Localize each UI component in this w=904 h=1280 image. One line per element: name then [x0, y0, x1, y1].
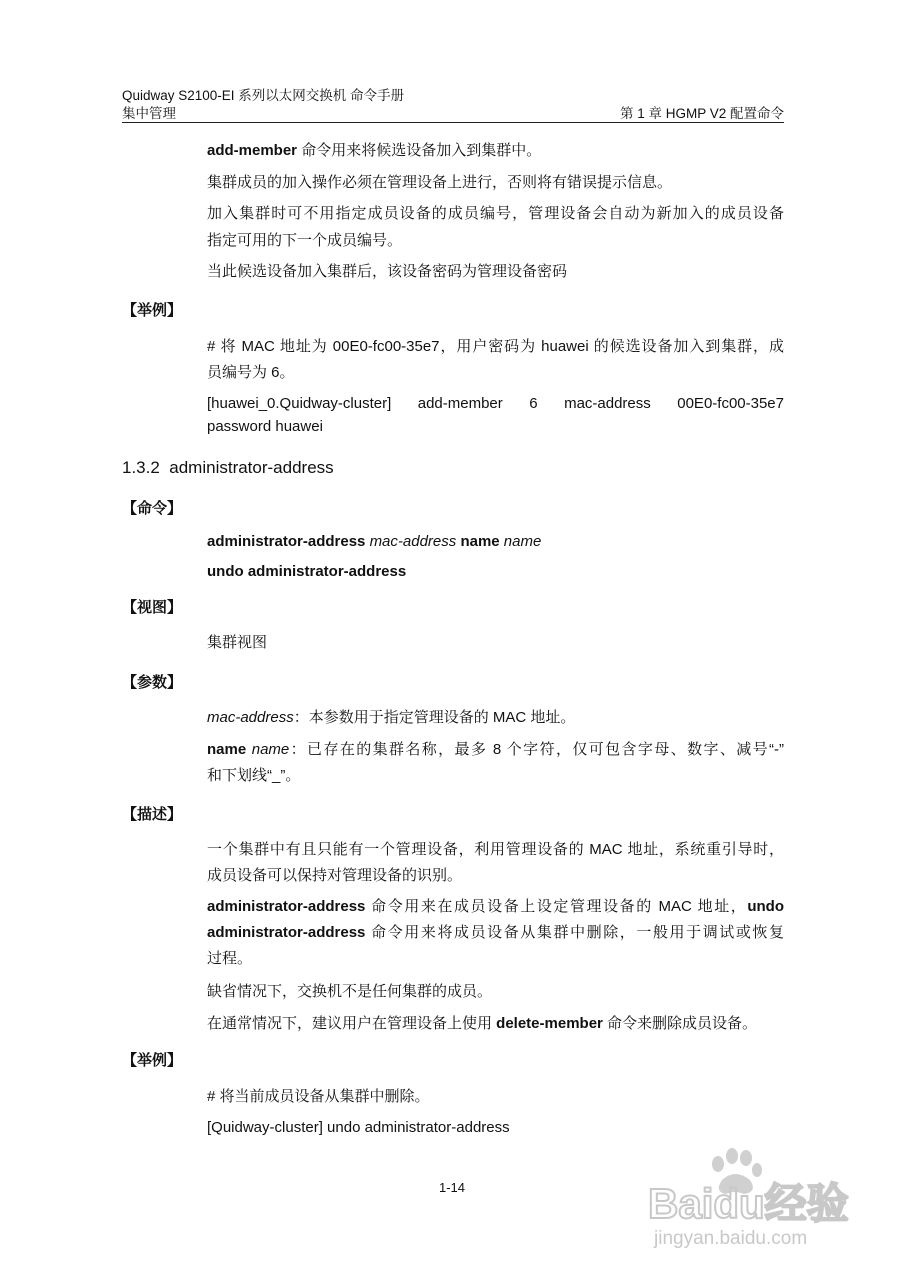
- desc-2a: [207, 894, 784, 919]
- desc-4: [207, 1011, 784, 1036]
- cmd-arg-mac: mac-address: [369, 533, 457, 550]
- header-section-left: 集中管理: [122, 106, 176, 121]
- param-name-text-a: ：已存在的集群名称，最多 8 个字符，仅可包含字母、数字、减号“-”: [289, 741, 784, 758]
- param-name-b: 和下划线“_”。: [207, 767, 301, 784]
- example2-desc: # 将当前成员设备从集群中删除。: [207, 1088, 430, 1105]
- desc-2c: 过程。: [207, 950, 253, 967]
- cmd-keyword: administrator-address: [207, 533, 366, 550]
- page-number: 1-14: [438, 1180, 466, 1195]
- command-syntax-1: [207, 529, 784, 554]
- param-mac-text: ：本参数用于指定管理设备的 MAC 地址。: [293, 709, 576, 726]
- command-tag: 【命令】: [122, 500, 183, 517]
- intro-paragraph-3b: 指定可用的下一个成员编号。: [207, 232, 403, 249]
- param-name-a: [207, 737, 784, 762]
- desc-cmd-undo: undo: [747, 898, 784, 915]
- description-tag: 【描述】: [122, 806, 183, 823]
- param-name-arg: name: [251, 741, 290, 758]
- section-number: 1.3.2: [122, 458, 160, 477]
- header-rule: [122, 122, 784, 123]
- intro-paragraph-3a: 加入集群时可不用指定成员设备的成员编号，管理设备会自动为新加入的成员设备: [207, 205, 784, 222]
- example-tag-1: 【举例】: [122, 302, 183, 319]
- desc-text-2: 命令用来将成员设备从集群中删除，一般用于调试或恢复: [365, 924, 784, 941]
- intro-paragraph-2: 集群成员的加入操作必须在管理设备上进行，否则将有错误提示信息。: [207, 174, 673, 191]
- param-mac-name: mac-address: [207, 709, 294, 726]
- example1-desc-a: # 将 MAC 地址为 00E0-fc00-35e7，用户密码为 huawei 的候选设备加入到集群，成: [207, 338, 784, 355]
- example1-cmd-b: password huawei: [207, 418, 323, 435]
- desc-text-1: 命令用来在成员设备上设定管理设备的 MAC 地址，: [365, 898, 748, 915]
- desc-2b: [207, 920, 784, 945]
- intro-paragraph-4: 当此候选设备加入集群后，该设备密码为管理设备密码: [207, 263, 568, 280]
- header-title: Quidway S2100-EI 系列以太网交换机 命令手册: [122, 88, 405, 103]
- param-name-kw: name: [207, 741, 247, 758]
- cmd-keyword-name: name: [460, 533, 500, 550]
- desc-cmd-1: administrator-address: [207, 898, 366, 915]
- header-section-right: 第 1 章 HGMP V2 配置命令: [619, 106, 784, 121]
- desc-4-pre: 在通常情况下，建议用户在管理设备上使用: [207, 1015, 497, 1032]
- example-tag-2: 【举例】: [122, 1052, 183, 1069]
- intro-p1-text: 命令用来将候选设备加入到集群中。: [297, 142, 542, 159]
- cmd-arg-name: name: [503, 533, 542, 550]
- watermark-logo: Baidu经验: [648, 1180, 849, 1227]
- section-title: administrator-address: [169, 458, 334, 477]
- example1-desc-b: 员编号为 6。: [207, 364, 295, 381]
- desc-4-post: 命令来删除成员设备。: [602, 1015, 758, 1032]
- add-member-cmd: add-member: [207, 142, 298, 159]
- desc-1a: 一个集群中有且只能有一个管理设备，利用管理设备的 MAC 地址，系统重引导时，: [207, 841, 784, 858]
- desc-1b: 成员设备可以保持对管理设备的识别。: [207, 867, 463, 884]
- cmd-undo: undo administrator-address: [207, 563, 407, 580]
- example1-cmd-a: [huawei_0.Quidway-cluster] add-member 6 mac-address 00E0-fc00-35e7: [207, 395, 784, 412]
- baidu-paw-icon: [640, 1140, 870, 1260]
- command-syntax-2: [207, 559, 784, 584]
- view-tag: 【视图】: [122, 599, 183, 616]
- desc-cmd-2: administrator-address: [207, 924, 366, 941]
- section-heading: [122, 457, 334, 479]
- desc-3: 缺省情况下，交换机不是任何集群的成员。: [207, 983, 493, 1000]
- intro-paragraph-1: [207, 138, 784, 163]
- watermark-url: jingyan.baidu.com: [654, 1228, 808, 1249]
- example2-cmd: [Quidway-cluster] undo administrator-address: [207, 1119, 510, 1136]
- desc-4-cmd: delete-member: [496, 1015, 603, 1032]
- baidu-watermark: [640, 1140, 870, 1260]
- view-text: 集群视图: [207, 634, 268, 651]
- param-mac-address: [207, 705, 784, 730]
- params-tag: 【参数】: [122, 674, 183, 691]
